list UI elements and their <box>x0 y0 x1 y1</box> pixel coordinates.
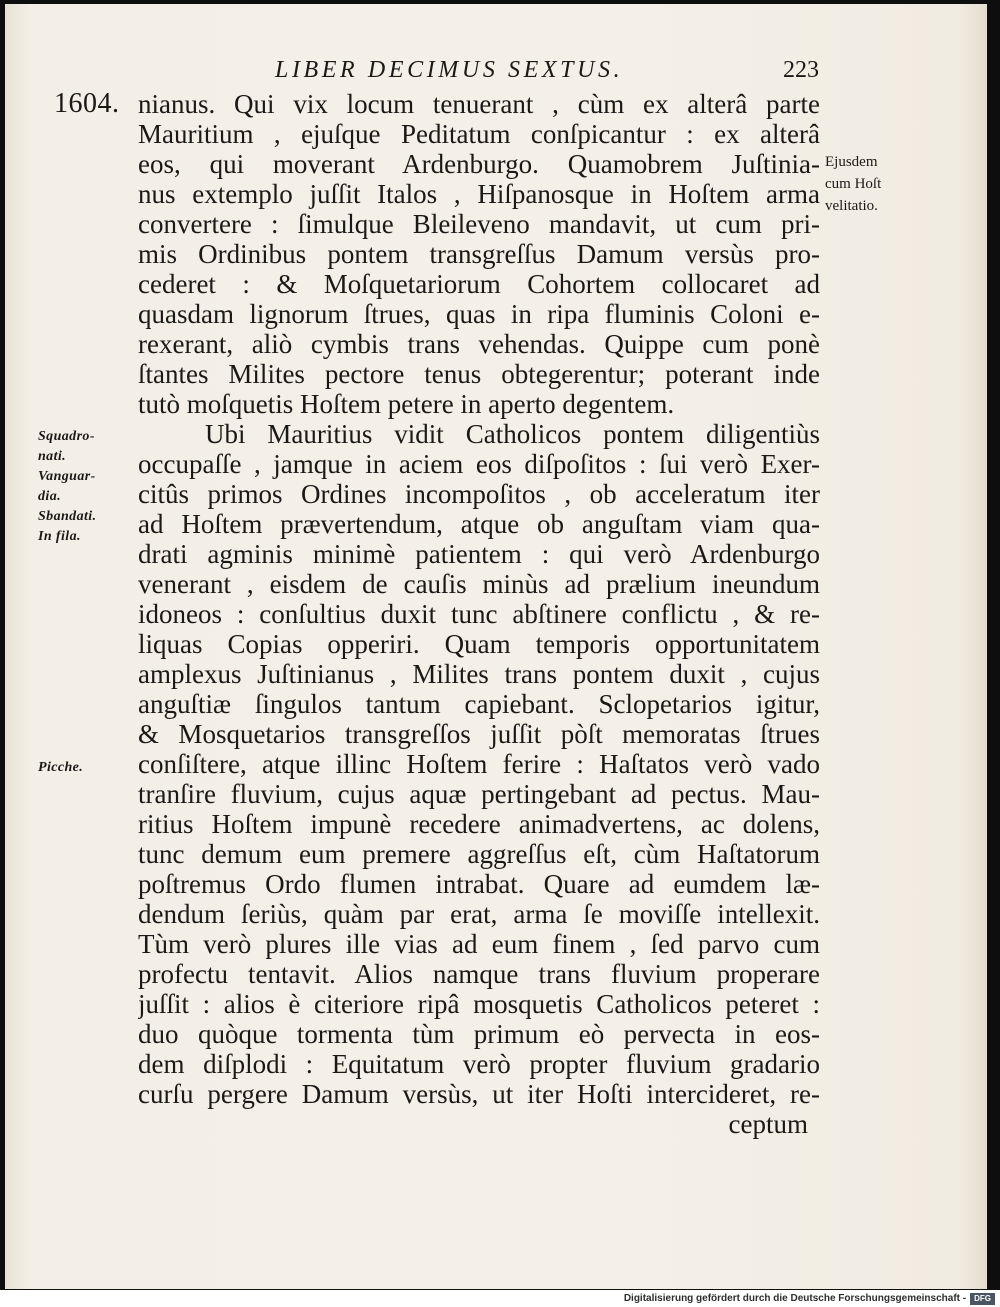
margin-note-right <box>825 151 915 217</box>
margin-note-line: Vanguar- <box>38 469 96 484</box>
running-title: LIBER DECIMUS SEXTUS. <box>275 57 624 83</box>
text-line: mis Ordinibus pontem transgreſſus Damum versùs pro- <box>138 239 820 269</box>
dfg-logo-icon: DFG <box>970 1293 995 1305</box>
margin-note-line: Sbandati. <box>38 509 97 524</box>
text-line: conſiſtere, atque illinc Hoſtem ferire : Haſtatos verò vado <box>138 749 820 779</box>
text-line: ad Hoſtem prævertendum, atque ob anguſtam viam qua- <box>138 509 820 539</box>
text-line-paragraph-start: Ubi Mauritius vidit Catholicos pontem diligentiùs <box>205 419 820 449</box>
catchword: ceptum <box>728 1109 808 1139</box>
text-line: cederet : & Moſquetariorum Cohortem collocaret ad <box>138 269 820 299</box>
text-column <box>138 89 820 1139</box>
text-line: idoneos : conſultius duxit tunc abſtinere conflictu , & re- <box>138 599 820 629</box>
text-line: dem diſplodi : Equitatum verò propter fluvium gradario <box>138 1049 820 1079</box>
text-line: poſtremus Ordo flumen intrabat. Quare ad eumdem læ- <box>138 869 820 899</box>
text-line: tranſire fluvium, cujus aquæ pertingebant ad pectus. Mau- <box>138 779 820 809</box>
text-line: rexerant, aliò cymbis trans vehendas. Quippe cum ponè <box>138 329 820 359</box>
text-line: liquas Copias opperiri. Quam temporis opportunitatem <box>138 629 820 659</box>
text-line: curſu pergere Damum versùs, ut iter Hoſti intercideret, re- <box>138 1079 820 1109</box>
text-line: duo quòque tormenta tùm primum eò pervecta in eos- <box>138 1019 820 1049</box>
page-number: 223 <box>783 57 819 83</box>
text-line: quasdam lignorum ſtrues, quas in ripa fluminis Coloni e- <box>138 299 820 329</box>
book-page <box>5 4 987 1289</box>
margin-note-line: Ejusdem <box>825 154 878 170</box>
text-line-paragraph-end: tutò moſquetis Hoſtem petere in aperto degentem. <box>138 389 675 419</box>
text-line: venerant , eisdem de cauſis minùs ad prælium ineundum <box>138 569 820 599</box>
margin-note-line: nati. <box>38 449 67 464</box>
digitization-footer <box>0 1290 1000 1307</box>
text-line: dendum ſeriùs, quàm par erat, arma ſe moviſſe intellexit. <box>138 899 820 929</box>
text-line: citûs primos Ordines incompoſitos , ob acceleratum iter <box>138 479 820 509</box>
margin-year: 1604. <box>54 88 120 119</box>
margin-note-line: velitatio. <box>825 198 878 214</box>
text-line: eos, qui moverant Ardenburgo. Quamobrem Juſtinia- <box>138 149 820 179</box>
text-line: profectu tentavit. Alios namque trans fluvium properare <box>138 959 820 989</box>
text-line: ſtantes Milites pectore tenus obtegerentur; poterant inde <box>138 359 820 389</box>
text-line: drati agminis minimè patientem : qui verò Ardenburgo <box>138 539 820 569</box>
margin-note-left-picche <box>38 758 133 778</box>
margin-note-line: Squadro- <box>38 429 95 444</box>
text-line: ritius Hoſtem impunè recedere animadvertens, ac dolens, <box>138 809 820 839</box>
footer-credit: Digitalisierung gefördert durch die Deutsche Forschungsgemeinschaft - <box>623 1293 967 1304</box>
margin-note-line: Picche. <box>38 760 84 775</box>
margin-note-left-terms <box>38 427 133 547</box>
margin-note-line: cum Hoſt <box>825 176 882 192</box>
text-line: Mauritium , ejuſque Peditatum conſpicantur : ex alterâ <box>138 119 820 149</box>
text-line: nus extemplo juſſit Italos , Hiſpanosque in Hoſtem arma <box>138 179 820 209</box>
text-line: & Mosquetarios transgreſſos juſſit pòſt memoratas ſtrues <box>138 719 820 749</box>
text-line: nianus. Qui vix locum tenuerant , cùm ex alterâ parte <box>138 89 820 119</box>
margin-note-line: dia. <box>38 489 61 504</box>
text-line: Tùm verò plures ille vias ad eum finem , ſed parvo cum <box>138 929 820 959</box>
text-line: amplexus Juſtinianus , Milites trans pontem duxit , cujus <box>138 659 820 689</box>
text-line: tunc demum eum premere aggreſſus eſt, cùm Haſtatorum <box>138 839 820 869</box>
margin-note-line: In fila. <box>38 529 81 544</box>
text-line: convertere : ſimulque Bleileveno mandavit, ut cum pri- <box>138 209 820 239</box>
text-line: juſſit : alios è citeriore ripâ mosquetis Catholicos peteret : <box>138 989 820 1019</box>
text-line: anguſtiæ ſingulos tantum capiebant. Sclopetarios igitur, <box>138 689 820 719</box>
text-line: occupaſſe , jamque in aciem eos diſpoſitos : ſui verò Exer- <box>138 449 820 479</box>
